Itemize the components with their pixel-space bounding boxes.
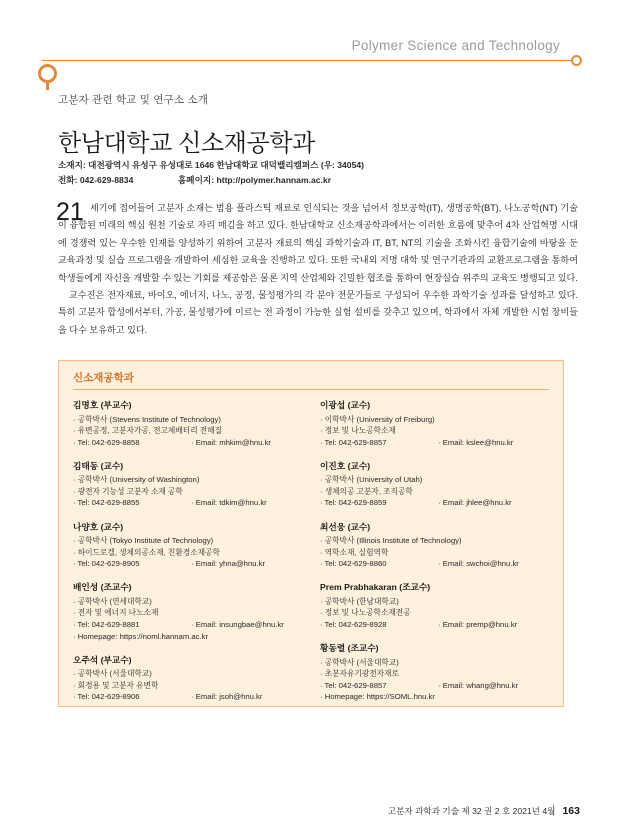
faculty-entry <box>73 581 302 642</box>
faculty-field: · 광전자 기능성 고분자 소재 공학 <box>73 486 183 496</box>
faculty-field: · 역학소재, 실험역학 <box>320 547 389 557</box>
faculty-degree: · 이학박사 (University of Freiburg) <box>320 414 435 424</box>
faculty-degree: · 공학박사 (Stevens Institute of Technology) <box>73 414 221 424</box>
journal-title: Polymer Science and Technology <box>351 38 560 53</box>
faculty-degree: · 공학박사 (Tokyo Institute of Technology) <box>73 536 214 546</box>
faculty-email[interactable]: · Email: whang@hnu.kr <box>438 680 519 690</box>
faculty-entry <box>320 521 549 570</box>
faculty-tel: · Tel: 042-629-8905 <box>73 559 140 569</box>
faculty-field: · 하이드로겔, 생체의공소재, 친환경소재공학 <box>73 547 220 557</box>
faculty-email[interactable]: · Email: jhlee@hnu.kr <box>438 498 512 508</box>
faculty-name <box>73 654 302 666</box>
page-title: 한남대학교 신소재공학과 <box>58 130 315 158</box>
faculty-tel: · Tel: 042-629-8928 <box>320 620 387 630</box>
faculty-panel-title: 신소재공학과 <box>73 372 134 384</box>
header-divider <box>42 60 580 61</box>
faculty-name <box>320 521 549 533</box>
circle-decoration-right-icon <box>571 55 582 66</box>
faculty-name <box>320 642 549 654</box>
faculty-email[interactable]: · Email: swchoi@hnu.kr <box>438 559 519 569</box>
institution-homepage[interactable]: 홈페이지: http://polymer.hannam.ac.kr <box>178 175 332 185</box>
faculty-tel: · Tel: 042-629-8881 <box>73 620 140 630</box>
faculty-degree: · 공학박사 (University of Washington) <box>73 475 200 485</box>
faculty-name <box>73 521 302 533</box>
faculty-degree: · 공학박사 (서울대학교) <box>320 657 399 667</box>
faculty-tel: · Tel: 042-629-8855 <box>73 498 140 508</box>
faculty-homepage[interactable]: · Homepage: https://noml.hannam.ac.kr <box>73 631 209 641</box>
faculty-field: · 회정용 및 고분자 유변학 <box>73 680 159 690</box>
faculty-name-text: 황동렬 <box>320 643 346 654</box>
faculty-degree: · 공학박사 (University of Utah) <box>320 475 423 485</box>
faculty-name-text: 김태동 <box>73 460 99 471</box>
faculty-name-text: 이진호 <box>320 460 346 471</box>
drop-cap: 21 <box>56 198 84 226</box>
faculty-contact <box>320 437 549 449</box>
faculty-contact <box>73 558 302 570</box>
faculty-rank: (조교수) <box>399 582 431 593</box>
faculty-panel <box>58 360 564 707</box>
institution-meta <box>58 158 578 188</box>
faculty-degree: · 공학박사 (서울대학교) <box>73 669 152 679</box>
faculty-contact <box>320 680 549 692</box>
faculty-field: · 전자 및 에너지 나노소재 <box>73 608 159 618</box>
faculty-contact <box>73 619 302 631</box>
faculty-name <box>320 399 549 411</box>
faculty-column-right <box>320 399 549 715</box>
footer-citation: 고분자 과학과 기술 제 32 권 2 호 2021년 4월 <box>387 806 556 816</box>
faculty-name <box>73 460 302 472</box>
faculty-degree: · 공학박사 (연세대학교) <box>73 596 152 606</box>
faculty-entry <box>73 460 302 509</box>
institution-contact-row <box>58 173 578 188</box>
faculty-entry <box>320 581 549 630</box>
faculty-email[interactable]: · Email: premp@hnu.kr <box>438 620 518 630</box>
faculty-name <box>320 460 549 472</box>
faculty-columns <box>73 399 549 715</box>
faculty-field: · 정보 및 나노공학소재전공 <box>320 608 411 618</box>
faculty-rank: (조교수) <box>347 643 379 654</box>
faculty-email[interactable]: · Email: jsoh@hnu.kr <box>191 692 263 702</box>
faculty-tel: · Tel: 042-629-8860 <box>320 559 387 569</box>
faculty-degree: · 공학박사 (한남대학교) <box>320 596 399 606</box>
faculty-email[interactable]: · Email: insungbae@hnu.kr <box>191 620 284 630</box>
faculty-name-text: 배인성 <box>73 582 99 593</box>
faculty-tel: · Tel: 042-629-8906 <box>73 692 140 702</box>
section-kicker: 고분자 관련 학교 및 연구소 소개 <box>58 94 209 106</box>
page-footer <box>388 805 580 817</box>
article-paragraph-1: 세기에 접어들어 고분자 소재는 범용 플라스틱 재료로 인식되는 것을 넘어서 정보공학(IT), 생명공학(BT), 나노공학(NT) 기술이 융합된 미래의 핵심 원천 기술로 자리 매김을 하고 있다. 한남대학교 신소재공학과에서는 이러한 흐름에 맞추어 4차 산업혁명 시대에 경쟁력 있는 우수한 인재를 양성하기 위하여 고분자 재료의 핵심 과학기술과 IT, BT, NT의 기술을 조화시킨 융합기술에 바탕을 둔 교육과정 및 실습 프로그램을 개발하여 세심한 교육을 진행하고 있다. 또한 국내외 저명 대학 및 연구기관과의 교환프로그램을 통하여 학생들에게 자신을 개발할 수 있는 기회를 제공함은 물론 지역 산업체와 긴밀한 협조를 통하여 현장실습 위주의 교육도 병행되고 있다. <box>58 203 578 283</box>
faculty-field: · 생체의공 고분자, 조직공학 <box>320 486 413 496</box>
faculty-column-left <box>73 399 302 715</box>
page-number: 163 <box>562 805 580 817</box>
faculty-contact <box>320 619 549 631</box>
page-header <box>0 0 622 72</box>
faculty-entry <box>320 460 549 509</box>
faculty-entry <box>320 399 549 448</box>
faculty-email[interactable]: · Email: mhkim@hnu.kr <box>191 437 271 447</box>
faculty-rank: (교수) <box>100 460 124 471</box>
faculty-name-text: Prem Prabhakaran <box>320 582 397 593</box>
faculty-name <box>320 581 549 593</box>
faculty-rank: (교수) <box>347 400 371 410</box>
faculty-name-text: 나양호 <box>73 521 99 532</box>
faculty-field: · 유변공정, 고분자가공, 전고체배터리 전해질 <box>73 426 223 436</box>
faculty-contact <box>320 497 549 509</box>
institution-phone: 전화: 042-629-8834 <box>58 175 134 185</box>
faculty-homepage[interactable]: · Homepage: https://SOML.hnu.kr <box>320 692 435 702</box>
faculty-field: · 정보 및 나노공학소재 <box>320 426 396 436</box>
faculty-rank: (교수) <box>100 521 124 532</box>
circle-decoration-stem-icon <box>46 81 49 90</box>
faculty-degree: · 공학박사 (Illinois Institute of Technology) <box>320 536 462 546</box>
faculty-contact <box>320 558 549 570</box>
faculty-contact <box>73 497 302 509</box>
faculty-name-text: 최선웅 <box>320 521 346 532</box>
faculty-name <box>73 399 302 411</box>
faculty-email[interactable]: · Email: kslee@hnu.kr <box>438 437 514 447</box>
faculty-rank: (교수) <box>347 521 371 532</box>
faculty-contact <box>73 437 302 449</box>
faculty-entry <box>73 521 302 570</box>
faculty-rank: (부교수) <box>100 654 132 665</box>
faculty-rank: (부교수) <box>100 400 132 410</box>
faculty-name-text: 오주석 <box>73 654 99 665</box>
faculty-tel: · Tel: 042-629-8857 <box>320 680 387 690</box>
faculty-rank: (교수) <box>347 460 371 471</box>
faculty-name-text: 김명호 <box>73 400 99 410</box>
faculty-contact <box>73 691 302 703</box>
faculty-email[interactable]: · Email: yhna@hnu.kr <box>191 559 266 569</box>
institution-address: 소재지: 대전광역시 유성구 유성대로 1646 한남대학교 대덕밸리캠퍼스 (우: 34054) <box>58 160 365 170</box>
faculty-entry <box>73 654 302 703</box>
faculty-entry <box>73 399 302 448</box>
faculty-panel-divider <box>73 389 549 390</box>
faculty-entry <box>320 642 549 703</box>
faculty-tel: · Tel: 042-629-8857 <box>320 437 387 447</box>
faculty-name-text: 이광섭 <box>320 400 346 410</box>
faculty-tel: · Tel: 042-629-8858 <box>73 437 140 447</box>
article-paragraph-2: 교수진은 전자재료, 바이오, 에너지, 나노, 공정, 물성평가의 각 분야 전문가들로 구성되어 우수한 과학기술 성과를 달성하고 있다. 특히 고분자 합성에서부터, 가공, 물성평가에 이르는 전 과정이 가능한 실험 설비를 갖추고 있으며, 학과에서 자체 개발한 시험 장비들을 다수 보유하고 있다. <box>58 290 578 335</box>
faculty-tel: · Tel: 042-629-8859 <box>320 498 387 508</box>
faculty-field: · 초분자유기광전자재로 <box>320 669 399 679</box>
article-body <box>58 200 578 339</box>
faculty-rank: (조교수) <box>100 582 132 593</box>
faculty-name <box>73 581 302 593</box>
faculty-email[interactable]: · Email: tdkim@hnu.kr <box>191 498 267 508</box>
